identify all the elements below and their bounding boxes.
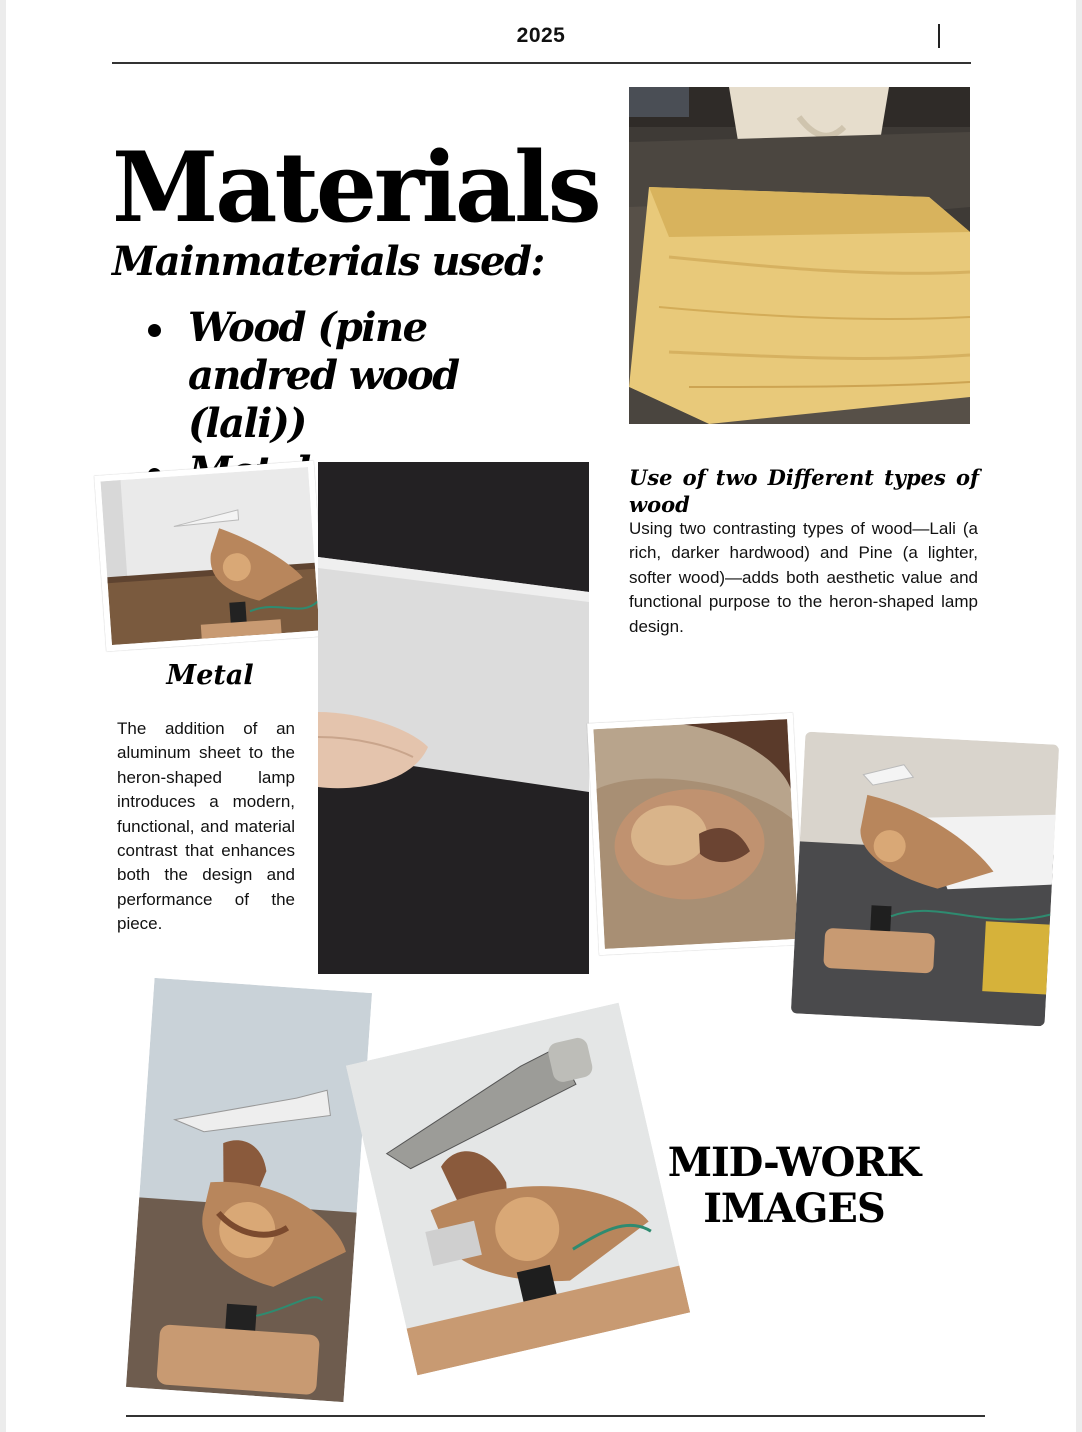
- mid-work-line1: MID-WORK: [667, 1139, 921, 1186]
- text-cursor: [938, 24, 940, 48]
- header-divider: [112, 62, 971, 64]
- mid-work-line2: IMAGES: [703, 1185, 885, 1232]
- materials-list-item: Wood (pine andred wood (lali)): [140, 304, 580, 448]
- materials-subtitle: Mainmaterials used:: [112, 238, 544, 285]
- wood-heading-line1: Use of two Different types of: [629, 465, 979, 490]
- heron-lamp-closeup-photo: [346, 1003, 690, 1376]
- header-year: 2025: [516, 24, 566, 47]
- lamp-prototype-photo: [94, 461, 326, 652]
- footer-divider: [126, 1415, 985, 1417]
- page-right-edge: [1076, 0, 1082, 1432]
- wood-section-body: Using two contrasting types of wood—Lali (a rich, darker hardwood) and Pine (a lighter, softer wood)—adds both aesthetic value and functional purpose to the heron-shaped lamp design.: [629, 519, 978, 636]
- wood-heading-line2: wood: [629, 492, 690, 517]
- pine-wood-board-photo: [629, 87, 970, 424]
- wood-section-heading: [629, 464, 979, 518]
- mid-work-heading: [644, 1140, 944, 1232]
- metal-section-body: The addition of an aluminum sheet to the heron-shaped lamp introduces a modern, functional, and material contrast that enhances both the design and performance of the piece.: [117, 719, 295, 934]
- metal-section-heading: Metal: [166, 660, 254, 691]
- page-title: Materials: [112, 131, 599, 244]
- aluminum-sheet-photo: [318, 462, 589, 974]
- heron-lamp-side-photo: [126, 978, 372, 1402]
- wood-shaping-photo: [587, 713, 805, 955]
- page-left-edge: [0, 0, 6, 1432]
- lamp-assembly-photo: [791, 732, 1059, 1027]
